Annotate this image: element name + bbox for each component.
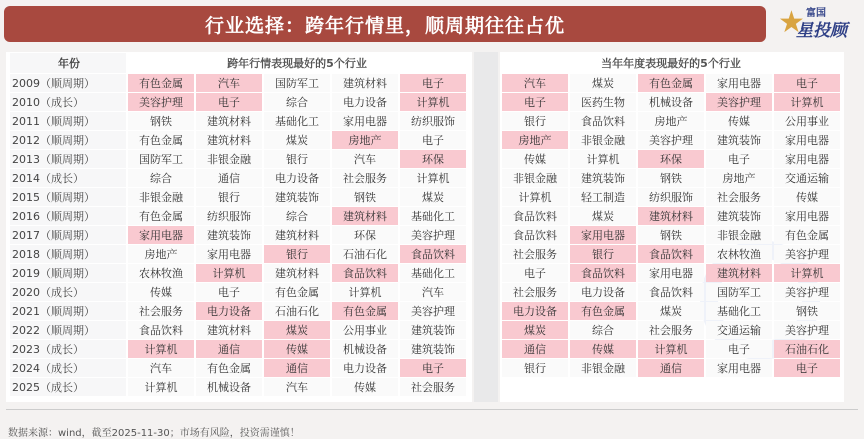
industry-cell: 食品饮料 xyxy=(332,264,398,282)
year-cell: 2012（顺周期） xyxy=(10,131,126,149)
industry-cell: 社会服务 xyxy=(332,169,398,187)
industry-cell: 电子 xyxy=(502,264,568,282)
industry-cell: 电子 xyxy=(400,359,466,377)
industry-cell: 传媒 xyxy=(570,340,636,358)
industry-cell: 建筑装饰 xyxy=(196,226,262,244)
table-row xyxy=(10,359,466,377)
year-cell: 2023（成长） xyxy=(10,340,126,358)
industry-cell: 钢铁 xyxy=(128,112,194,130)
industry-cell: 传媒 xyxy=(332,378,398,396)
industry-cell: 社会服务 xyxy=(638,321,704,339)
industry-cell: 综合 xyxy=(264,207,330,225)
industry-cell: 家用电器 xyxy=(706,359,772,377)
year-cell: 2016（顺周期） xyxy=(10,207,126,225)
industry-cell: 通信 xyxy=(502,340,568,358)
industry-cell: 基础化工 xyxy=(706,302,772,320)
industry-cell: 非银金融 xyxy=(196,150,262,168)
table-row xyxy=(10,93,466,111)
industry-cell: 建筑装饰 xyxy=(400,321,466,339)
star-icon: ★ xyxy=(778,5,805,40)
industry-cell: 煤炭 xyxy=(264,321,330,339)
annual-header: 当年年度表现最好的5个行业 xyxy=(601,57,741,70)
industry-cell: 有色金属 xyxy=(332,302,398,320)
industry-cell: 有色金属 xyxy=(128,74,194,92)
logo-big-text: 星投顾 xyxy=(796,21,847,41)
industry-cell: 银行 xyxy=(502,359,568,377)
industry-cell: 美容护理 xyxy=(774,321,840,339)
industry-cell: 食品饮料 xyxy=(502,226,568,244)
industry-cell: 通信 xyxy=(196,169,262,187)
industry-cell: 传媒 xyxy=(502,150,568,168)
logo-small-text: 富国 xyxy=(806,8,826,19)
industry-cell: 石油石化 xyxy=(332,245,398,263)
industry-cell: 建筑材料 xyxy=(332,207,398,225)
industry-cell xyxy=(570,378,636,396)
industry-cell: 纺织服饰 xyxy=(400,112,466,130)
industry-cell: 电子 xyxy=(706,340,772,358)
industry-cell: 食品饮料 xyxy=(502,207,568,225)
table-row xyxy=(502,340,840,358)
industry-cell: 电子 xyxy=(706,150,772,168)
industry-cell: 电子 xyxy=(774,359,840,377)
table-row xyxy=(10,340,466,358)
industry-cell: 家用电器 xyxy=(332,112,398,130)
industry-cell: 石油石化 xyxy=(774,340,840,358)
industry-cell: 纺织服饰 xyxy=(196,207,262,225)
year-cell: 2013（顺周期） xyxy=(10,150,126,168)
industry-cell: 汽车 xyxy=(128,359,194,377)
industry-cell: 煤炭 xyxy=(570,74,636,92)
industry-cell: 有色金属 xyxy=(196,359,262,377)
industry-cell: 社会服务 xyxy=(128,302,194,320)
table-row xyxy=(502,112,840,130)
table-row xyxy=(502,245,840,263)
industry-cell: 电力设备 xyxy=(570,283,636,301)
industry-cell: 有色金属 xyxy=(638,74,704,92)
industry-cell: 综合 xyxy=(264,93,330,111)
table-row xyxy=(10,188,466,206)
industry-cell: 建筑材料 xyxy=(706,264,772,282)
industry-cell: 公用事业 xyxy=(332,321,398,339)
year-cell: 2014（成长） xyxy=(10,169,126,187)
industry-cell: 食品饮料 xyxy=(570,264,636,282)
industry-cell: 美容护理 xyxy=(400,302,466,320)
table-row xyxy=(10,112,466,130)
industry-cell: 电力设备 xyxy=(332,359,398,377)
table-row xyxy=(502,321,840,339)
industry-cell: 美容护理 xyxy=(706,93,772,111)
industry-cell: 非银金融 xyxy=(570,359,636,377)
industry-cell: 房地产 xyxy=(332,131,398,149)
table-row xyxy=(502,283,840,301)
table-row xyxy=(10,302,466,320)
industry-cell: 国防军工 xyxy=(706,283,772,301)
industry-cell: 基础化工 xyxy=(400,207,466,225)
industry-cell: 煤炭 xyxy=(502,321,568,339)
industry-cell: 国防军工 xyxy=(128,150,194,168)
industry-cell: 美容护理 xyxy=(638,131,704,149)
panel-gap xyxy=(474,52,498,402)
table-row xyxy=(502,359,840,377)
industry-cell: 煤炭 xyxy=(400,188,466,206)
industry-cell: 建筑材料 xyxy=(264,226,330,244)
industry-cell: 家用电器 xyxy=(774,131,840,149)
cross-year-header: 跨年行情表现最好的5个行业 xyxy=(227,57,367,70)
industry-cell: 计算机 xyxy=(502,188,568,206)
year-cell: 2018（顺周期） xyxy=(10,245,126,263)
table-row xyxy=(10,131,466,149)
industry-cell xyxy=(502,378,568,396)
industry-cell: 食品饮料 xyxy=(400,245,466,263)
industry-cell: 煤炭 xyxy=(570,207,636,225)
annual-table xyxy=(500,52,842,397)
industry-cell: 建筑材料 xyxy=(264,264,330,282)
industry-cell: 家用电器 xyxy=(638,264,704,282)
year-cell: 2011（顺周期） xyxy=(10,112,126,130)
year-cell: 2022（顺周期） xyxy=(10,321,126,339)
industry-cell: 石油石化 xyxy=(264,302,330,320)
industry-cell: 汽车 xyxy=(502,74,568,92)
industry-cell: 房地产 xyxy=(502,131,568,149)
industry-cell: 综合 xyxy=(128,169,194,187)
industry-cell: 家用电器 xyxy=(570,226,636,244)
industry-cell: 有色金属 xyxy=(128,131,194,149)
industry-cell: 食品饮料 xyxy=(638,283,704,301)
industry-cell: 建筑材料 xyxy=(196,112,262,130)
table-row xyxy=(10,264,466,282)
industry-cell: 公用事业 xyxy=(774,112,840,130)
industry-cell: 计算机 xyxy=(638,340,704,358)
industry-cell: 美容护理 xyxy=(400,226,466,244)
industry-cell: 机械设备 xyxy=(332,340,398,358)
industry-cell: 传媒 xyxy=(774,188,840,206)
industry-cell: 计算机 xyxy=(128,340,194,358)
industry-cell: 通信 xyxy=(196,340,262,358)
industry-cell: 银行 xyxy=(264,150,330,168)
industry-cell: 轻工制造 xyxy=(570,188,636,206)
industry-cell: 建筑装饰 xyxy=(570,169,636,187)
industry-cell: 非银金融 xyxy=(128,188,194,206)
industry-cell: 电子 xyxy=(774,74,840,92)
table-row xyxy=(10,150,466,168)
industry-cell: 机械设备 xyxy=(196,378,262,396)
industry-cell: 汽车 xyxy=(332,150,398,168)
industry-cell: 传媒 xyxy=(706,112,772,130)
industry-cell: 美容护理 xyxy=(128,93,194,111)
industry-cell: 社会服务 xyxy=(502,283,568,301)
industry-cell: 食品饮料 xyxy=(570,112,636,130)
industry-cell: 环保 xyxy=(400,150,466,168)
industry-cell: 综合 xyxy=(570,321,636,339)
industry-cell: 有色金属 xyxy=(570,302,636,320)
industry-cell: 建筑装饰 xyxy=(264,188,330,206)
industry-cell: 传媒 xyxy=(128,283,194,301)
industry-cell: 有色金属 xyxy=(128,207,194,225)
table-row xyxy=(502,74,840,92)
industry-cell: 计算机 xyxy=(128,378,194,396)
table-row xyxy=(10,207,466,225)
industry-cell: 汽车 xyxy=(400,283,466,301)
industry-cell: 银行 xyxy=(502,112,568,130)
year-cell: 2019（顺周期） xyxy=(10,264,126,282)
table-row xyxy=(10,283,466,301)
industry-cell: 美容护理 xyxy=(774,283,840,301)
year-cell: 2017（顺周期） xyxy=(10,226,126,244)
industry-cell: 建筑装饰 xyxy=(706,131,772,149)
industry-cell: 钢铁 xyxy=(638,226,704,244)
year-cell: 2009（顺周期） xyxy=(10,74,126,92)
industry-cell: 医药生物 xyxy=(570,93,636,111)
industry-cell: 电子 xyxy=(502,93,568,111)
industry-cell: 家用电器 xyxy=(196,245,262,263)
industry-cell: 电子 xyxy=(196,283,262,301)
industry-cell: 煤炭 xyxy=(638,302,704,320)
year-cell: 2020（成长） xyxy=(10,283,126,301)
industry-cell: 美容护理 xyxy=(774,245,840,263)
year-cell: 2021（顺周期） xyxy=(10,302,126,320)
industry-cell: 煤炭 xyxy=(264,131,330,149)
industry-cell: 家用电器 xyxy=(774,150,840,168)
industry-cell: 电子 xyxy=(400,131,466,149)
industry-cell: 基础化工 xyxy=(264,112,330,130)
industry-cell xyxy=(706,378,772,396)
table-row xyxy=(10,245,466,263)
year-cell: 2015（顺周期） xyxy=(10,188,126,206)
table-row xyxy=(502,131,840,149)
industry-cell: 社会服务 xyxy=(400,378,466,396)
industry-cell: 钢铁 xyxy=(638,169,704,187)
industry-cell: 社会服务 xyxy=(502,245,568,263)
footer-divider xyxy=(6,409,858,410)
table-row xyxy=(10,169,466,187)
industry-cell: 有色金属 xyxy=(264,283,330,301)
industry-cell: 家用电器 xyxy=(774,207,840,225)
table-row xyxy=(502,150,840,168)
year-cell: 2025（成长） xyxy=(10,378,126,396)
industry-cell: 社会服务 xyxy=(706,188,772,206)
industry-cell: 计算机 xyxy=(570,150,636,168)
industry-cell: 非银金融 xyxy=(502,169,568,187)
table-row xyxy=(10,74,466,92)
industry-cell: 电力设备 xyxy=(264,169,330,187)
industry-cell: 计算机 xyxy=(774,264,840,282)
table-row xyxy=(502,188,840,206)
industry-cell: 电力设备 xyxy=(502,302,568,320)
table-row xyxy=(10,226,466,244)
page-title: 行业选择：跨年行情里，顺周期往往占优 xyxy=(4,6,766,42)
industry-cell: 建筑材料 xyxy=(196,321,262,339)
industry-cell: 计算机 xyxy=(332,283,398,301)
cross-year-table xyxy=(8,52,468,397)
year-header: 年份 xyxy=(10,53,126,73)
industry-cell: 建筑材料 xyxy=(638,207,704,225)
industry-cell: 银行 xyxy=(196,188,262,206)
industry-cell: 食品饮料 xyxy=(638,245,704,263)
year-cell: 2010（成长） xyxy=(10,93,126,111)
industry-cell: 家用电器 xyxy=(706,74,772,92)
industry-cell: 钢铁 xyxy=(332,188,398,206)
industry-cell: 电力设备 xyxy=(332,93,398,111)
table-row xyxy=(502,226,840,244)
industry-cell: 有色金属 xyxy=(774,226,840,244)
industry-cell: 通信 xyxy=(264,359,330,377)
industry-cell: 汽车 xyxy=(264,378,330,396)
industry-cell: 银行 xyxy=(264,245,330,263)
industry-cell: 非银金融 xyxy=(706,226,772,244)
industry-cell xyxy=(774,378,840,396)
table-row xyxy=(502,378,840,396)
industry-cell: 建筑材料 xyxy=(332,74,398,92)
industry-cell: 传媒 xyxy=(264,340,330,358)
industry-cell: 交通运输 xyxy=(774,169,840,187)
industry-cell: 环保 xyxy=(332,226,398,244)
industry-cell: 房地产 xyxy=(128,245,194,263)
table-row xyxy=(502,207,840,225)
industry-cell: 纺织服饰 xyxy=(638,188,704,206)
industry-cell: 通信 xyxy=(638,359,704,377)
industry-cell: 计算机 xyxy=(774,93,840,111)
industry-cell: 基础化工 xyxy=(400,264,466,282)
industry-cell: 建筑装饰 xyxy=(400,340,466,358)
year-cell: 2024（成长） xyxy=(10,359,126,377)
footer-note: 数据来源：wind，截至2025-11-30；市场有风险，投资需谨慎！ xyxy=(8,428,300,439)
industry-cell xyxy=(638,378,704,396)
industry-cell: 国防军工 xyxy=(264,74,330,92)
industry-cell: 家用电器 xyxy=(128,226,194,244)
table-row xyxy=(10,378,466,396)
industry-cell: 食品饮料 xyxy=(128,321,194,339)
industry-cell: 钢铁 xyxy=(774,302,840,320)
table-row xyxy=(502,302,840,320)
industry-cell: 银行 xyxy=(570,245,636,263)
industry-cell: 建筑装饰 xyxy=(706,207,772,225)
industry-cell: 电子 xyxy=(196,93,262,111)
industry-cell: 房地产 xyxy=(638,112,704,130)
brand-logo xyxy=(776,4,860,44)
industry-cell: 交通运输 xyxy=(706,321,772,339)
industry-cell: 农林牧渔 xyxy=(128,264,194,282)
industry-cell: 房地产 xyxy=(706,169,772,187)
industry-cell: 环保 xyxy=(638,150,704,168)
table-row xyxy=(502,264,840,282)
industry-cell: 机械设备 xyxy=(638,93,704,111)
table-row xyxy=(502,93,840,111)
table-row xyxy=(10,321,466,339)
industry-cell: 汽车 xyxy=(196,74,262,92)
industry-cell: 计算机 xyxy=(400,93,466,111)
industry-cell: 非银金融 xyxy=(570,131,636,149)
industry-cell: 建筑材料 xyxy=(196,131,262,149)
industry-cell: 电力设备 xyxy=(196,302,262,320)
industry-cell: 农林牧渔 xyxy=(706,245,772,263)
industry-cell: 计算机 xyxy=(400,169,466,187)
industry-cell: 电子 xyxy=(400,74,466,92)
industry-cell: 计算机 xyxy=(196,264,262,282)
table-row xyxy=(502,169,840,187)
